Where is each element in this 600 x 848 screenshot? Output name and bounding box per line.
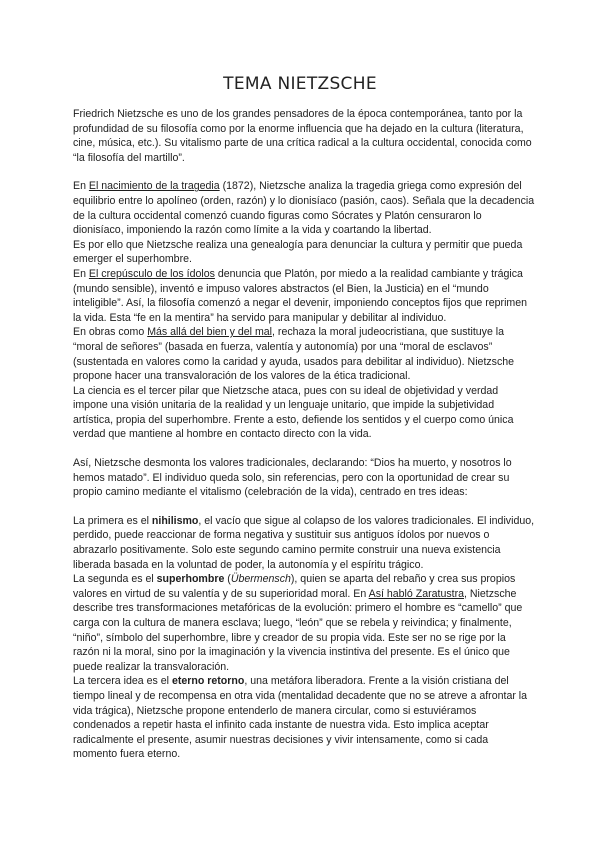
text-segment: (1872), Nietzsche analiza la tragedia griega como expresión del equilibrio entre lo apolíneo (orden, razón) y lo dionisíaco (pasión, caos). Señala que la decadencia de la cultura occidental comenzó cuando figuras como Sócrates y Platón censuraron lo dionisíaco, imponiendo la razón como límite a la vida y coartando la libertad. [73, 180, 535, 237]
term-nihilismo: nihilismo [151, 514, 199, 527]
asi-paragraph: Así, Nietzsche desmonta los valores tradicionales, declarando: “Dios ha muerto, y nosotros lo hemos matado”. El individuo queda solo, sin referencias, pero con la oportunidad de crear su propio camino mediante el vitalismo (celebración de la vida), centrado en tres ideas: [73, 457, 512, 499]
text-segment: En [73, 267, 89, 280]
text-segment: ( [224, 573, 231, 586]
document-body [73, 107, 535, 762]
mas-alla-paragraph [73, 325, 535, 383]
superhombre-paragraph [73, 572, 535, 674]
text-segment: La segunda es el [73, 573, 157, 586]
text-segment: La tercera idea es el [73, 675, 172, 688]
text-segment: denuncia que Platón, por miedo a la realidad cambiante y trágica (mundo sensible), inventó e impuso valores abstractos (el Bien, la Justicia) en el “mundo inteligible”. Así, la filosofía comenzó a negar el devenir, imponiendo conceptos fijos que reprimen la vida. Esta “fe en la mentira” ha servido para manipular y debilitar al individuo. [73, 267, 528, 324]
nihilismo-paragraph [73, 514, 535, 572]
ciencia-paragraph: La ciencia es el tercer pilar que Nietzsche ataca, pues con su ideal de objetividad y verdad impone una visión unitaria de la realidad y un lenguaje unitario, que impide la subjetividad artística, propia del superhombre. Frente a esto, defiende los sentidos y el cuerpo como única verdad que mantiene al hombre en contacto directo con la vida. [73, 384, 514, 441]
text-segment: , el vacío que sigue al colapso de los valores tradicionales. El individuo, perdido, puede reaccionar de forma negativa y sustituir sus antiguos ídolos por nuevos o abrazarlo positivamente. Solo este segundo camino permite construir una nueva existencia liberada basada en la voluntad de poder, la autonomía y el espíritu trágico. [73, 514, 535, 571]
work-title-zaratustra: Así habló Zaratustra [368, 587, 465, 600]
text-segment: En obras como [73, 326, 148, 339]
eterno-retorno-paragraph [73, 674, 535, 762]
text-segment: En [73, 180, 89, 193]
work-title-nacimiento: El nacimiento de la tragedia [88, 180, 220, 193]
text-segment: , rechaza la moral judeocristiana, que sustituye la “moral de señores” (basada en fuerza, valentía y autonomía) por una “moral de esclavos” (sustentada en valores como la caridad y ayuda, usados para debilitar al individuo). Nietzsche propone hacer una transvaloración de los valores de la ética tradicional. [73, 326, 515, 383]
work-title-crepusculo: El crepúsculo de los ídolos [88, 267, 215, 280]
page-title: TEMA NIETZSCHE [223, 74, 377, 94]
term-superhombre: superhombre [156, 573, 225, 586]
term-eterno-retorno: eterno retorno [171, 675, 245, 688]
nacimiento-paragraph [73, 179, 535, 237]
work-title-mas-alla: Más allá del bien y del mal [147, 326, 273, 339]
genealogia-paragraph: Es por ello que Nietzsche realiza una genealogía para denunciar la cultura y permitir que pueda emerger el superhombre. [73, 238, 523, 266]
text-segment: , una metáfora liberadora. Frente a la visión cristiana del tiempo lineal y de recompensa en otra vida (mentalidad decadente que no se atreve a afrontar la vida trágica), Nietzsche propone entenderlo de manera circular, como si estuviéramos condenados a repetir hasta el infinito cada instante de nuestra vida. Esto implica aceptar radicalmente el presente, asumir nuestras decisiones y vivir intensamente, como si cada momento fuera eterno. [73, 675, 528, 761]
text-segment: ), quien se aparta del rebaño y crea sus propios valores en virtud de su valentía y de su superioridad moral. En [73, 573, 516, 600]
text-segment: La primera es el [73, 514, 152, 527]
text-segment: , Nietzsche describe tres transformaciones metafóricas de la evolución: primero el hombre es “camello” que carga con la cultura de manera esclava; luego, “león” que se rebela y reivindica; y finalmente, “niño”, símbolo del superhombre, libre y creador de su propia vida. Este ser no se rige por la razón ni la moral, sino por la imaginación y la vivencia instintiva del presente. Es el único que puede realizar la transvaloración. [73, 587, 523, 673]
term-ubermensch: Übermensch [230, 573, 291, 586]
crepusculo-paragraph [73, 267, 535, 325]
intro-paragraph: Friedrich Nietzsche es uno de los grandes pensadores de la época contemporánea, tanto por la profundidad de su filosofía como por la enorme influencia que ha dejado en la cultura (literatura, cine, música, etc.). Su vitalismo parte de una crítica radical a la cultura occidental, conocida como “la filosofía del martillo”. [73, 108, 532, 164]
